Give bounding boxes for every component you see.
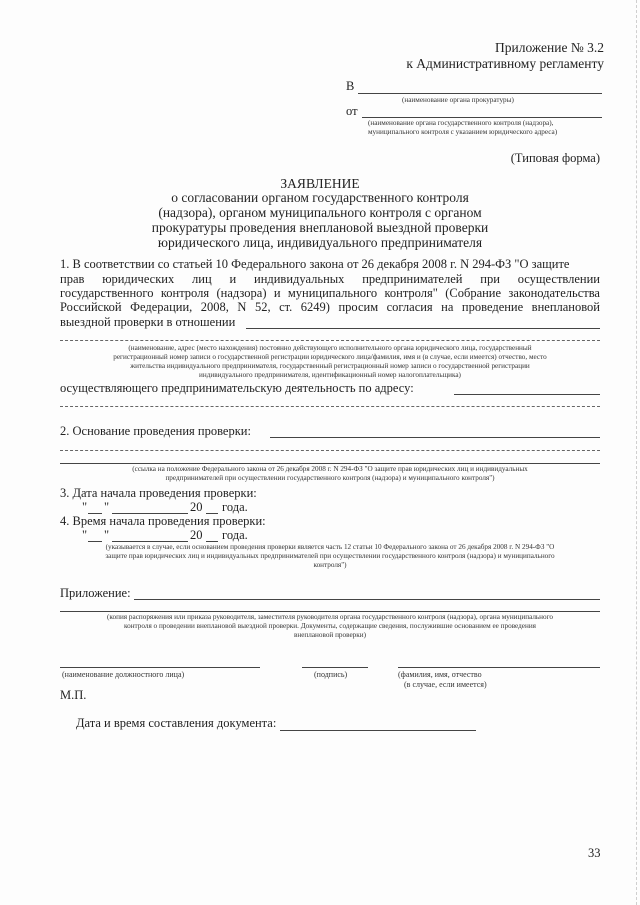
time-caption-2: защите прав юридических лиц и индивидуальных предпринимателей при осуществлении государственного контроля (надзора) и муниципального xyxy=(105,552,555,560)
from-caption-1: (наименование органа государственного контроля (надзора), xyxy=(368,119,554,127)
attachments-caption-2: контроля о проведении внеплановой выездной проверки. Документы, содержащие сведения, послужившие основанием ее проведения xyxy=(123,622,536,630)
section4-label: 4. Время начала проведения проверки: xyxy=(60,514,266,528)
section1-line-1: 1. В соответствии со статьей 10 Федерального закона от 26 декабря 2008 г. N 294-ФЗ "О защите xyxy=(60,257,570,271)
basis-caption-1: (ссылка на положение Федерального закона от 26 декабря 2008 г. N 294-ФЗ "О защите прав юридических лиц и индивидуальных xyxy=(132,465,528,473)
document-heading: ЗАЯВЛЕНИЕ xyxy=(280,176,360,191)
section1-line-5: выездной проверки в отношении xyxy=(60,315,236,329)
attachments-caption-1: (копия распоряжения или приказа руководителя, заместителя руководителя органа государственного контроля (надзора), органа муниципального xyxy=(107,613,553,621)
activity-address-label: осуществляющего предпринимательскую деятельность по адресу: xyxy=(60,381,414,395)
appendix-line-1: Приложение № 3.2 xyxy=(495,40,604,55)
title-line-4: юридического лица, индивидуального предпринимателя xyxy=(157,235,483,250)
section3-label: 3. Дата начала проведения проверки: xyxy=(60,486,257,500)
datetime-field[interactable] xyxy=(280,730,476,731)
entity-caption-4: индивидуального предпринимателя, идентификационный номер налогоплательщика) xyxy=(199,371,461,379)
attachments-caption-3: внеплановой проверки) xyxy=(294,631,366,639)
signature-caption: (подпись) xyxy=(314,670,348,679)
start-time-century: 20 xyxy=(190,528,203,542)
from-prefix: от xyxy=(346,104,358,118)
start-date-suffix: года. xyxy=(222,500,248,514)
start-time-close-quote: " xyxy=(104,528,110,542)
start-time-suffix: года. xyxy=(222,528,248,542)
stamp-placeholder: М.П. xyxy=(60,688,87,702)
attachments-label: Приложение: xyxy=(60,586,131,600)
start-date-century: 20 xyxy=(190,500,203,514)
page-edge xyxy=(636,0,640,905)
start-time-day-field[interactable] xyxy=(88,541,102,542)
attachments-field-2[interactable] xyxy=(60,611,600,612)
start-date-close-quote: " xyxy=(104,500,110,514)
section1-line-3: государственного контроля (надзора) и муниципального контроля" (Собрание законодательства xyxy=(60,286,600,300)
inspected-entity-field-2[interactable] xyxy=(60,340,600,341)
full-name-caption-1: (фамилия, имя, отчество xyxy=(398,670,482,679)
basis-field-3[interactable] xyxy=(60,463,600,464)
from-caption-2: муниципального контроля с указанием юридического адреса) xyxy=(368,128,558,136)
activity-address-field-2[interactable] xyxy=(60,406,600,407)
time-caption-1: (указывается в случае, если основанием проведения проверки является часть 12 статьи 10 Федерального закона от 26 декабря 2008 г. N 294-ФЗ "О xyxy=(105,543,555,551)
entity-caption-2: регистрационный номер записи о государственной регистрации юридического лица/фамилия, имя и (в случае, если имеется) отчество, место xyxy=(113,353,547,361)
datetime-label: Дата и время составления документа: xyxy=(76,716,277,730)
entity-caption-3: жительства индивидуального предпринимателя, государственный регистрационный номер записи о государственной регистрации xyxy=(130,362,530,370)
basis-field[interactable] xyxy=(270,437,600,438)
start-time-month-field[interactable] xyxy=(112,541,188,542)
title-line-1: о согласовании органом государственного контроля xyxy=(171,190,469,205)
position-field[interactable] xyxy=(60,667,260,668)
page-number: 33 xyxy=(588,846,601,860)
from-field[interactable] xyxy=(362,117,602,118)
time-caption-3: контроля") xyxy=(313,561,347,569)
entity-caption-1: (наименование, адрес (место нахождения) постоянно действующего исполнительного органа юридического лица, государственный xyxy=(128,344,532,352)
section1-line-4: Российской Федерации, 2008, N 52, ст. 6249) просим согласия на проведение внеплановой xyxy=(60,300,600,314)
start-time-year-field[interactable] xyxy=(206,541,218,542)
attachments-field[interactable] xyxy=(134,599,600,600)
form-type: (Типовая форма) xyxy=(510,151,600,165)
to-field[interactable] xyxy=(358,93,602,94)
title-line-3: прокуратуры проведения внеплановой выездной проверки xyxy=(151,220,489,235)
activity-address-field[interactable] xyxy=(454,394,600,395)
position-caption: (наименование должностного лица) xyxy=(62,670,185,679)
basis-caption-2: предпринимателей при осуществлении государственного контроля (надзора) и муниципального контроля") xyxy=(165,474,495,482)
to-prefix: В xyxy=(346,79,355,93)
inspected-entity-field[interactable] xyxy=(246,328,600,329)
to-caption: (наименование органа прокуратуры) xyxy=(402,96,514,104)
basis-field-2[interactable] xyxy=(60,450,600,451)
signature-field[interactable] xyxy=(302,667,368,668)
section2-label: 2. Основание проведения проверки: xyxy=(60,424,251,438)
full-name-field[interactable] xyxy=(398,667,600,668)
full-name-caption-2: (в случае, если имеется) xyxy=(404,680,487,689)
section1-line-2: прав юридических лиц и индивидуальных предпринимателей при осуществлении xyxy=(60,272,600,286)
start-date-open-quote: " xyxy=(82,500,88,514)
start-time-open-quote: " xyxy=(82,528,88,542)
appendix-line-2: к Административному регламенту xyxy=(406,56,604,71)
title-line-2: (надзора), органом муниципального контроля с органом xyxy=(158,205,482,220)
